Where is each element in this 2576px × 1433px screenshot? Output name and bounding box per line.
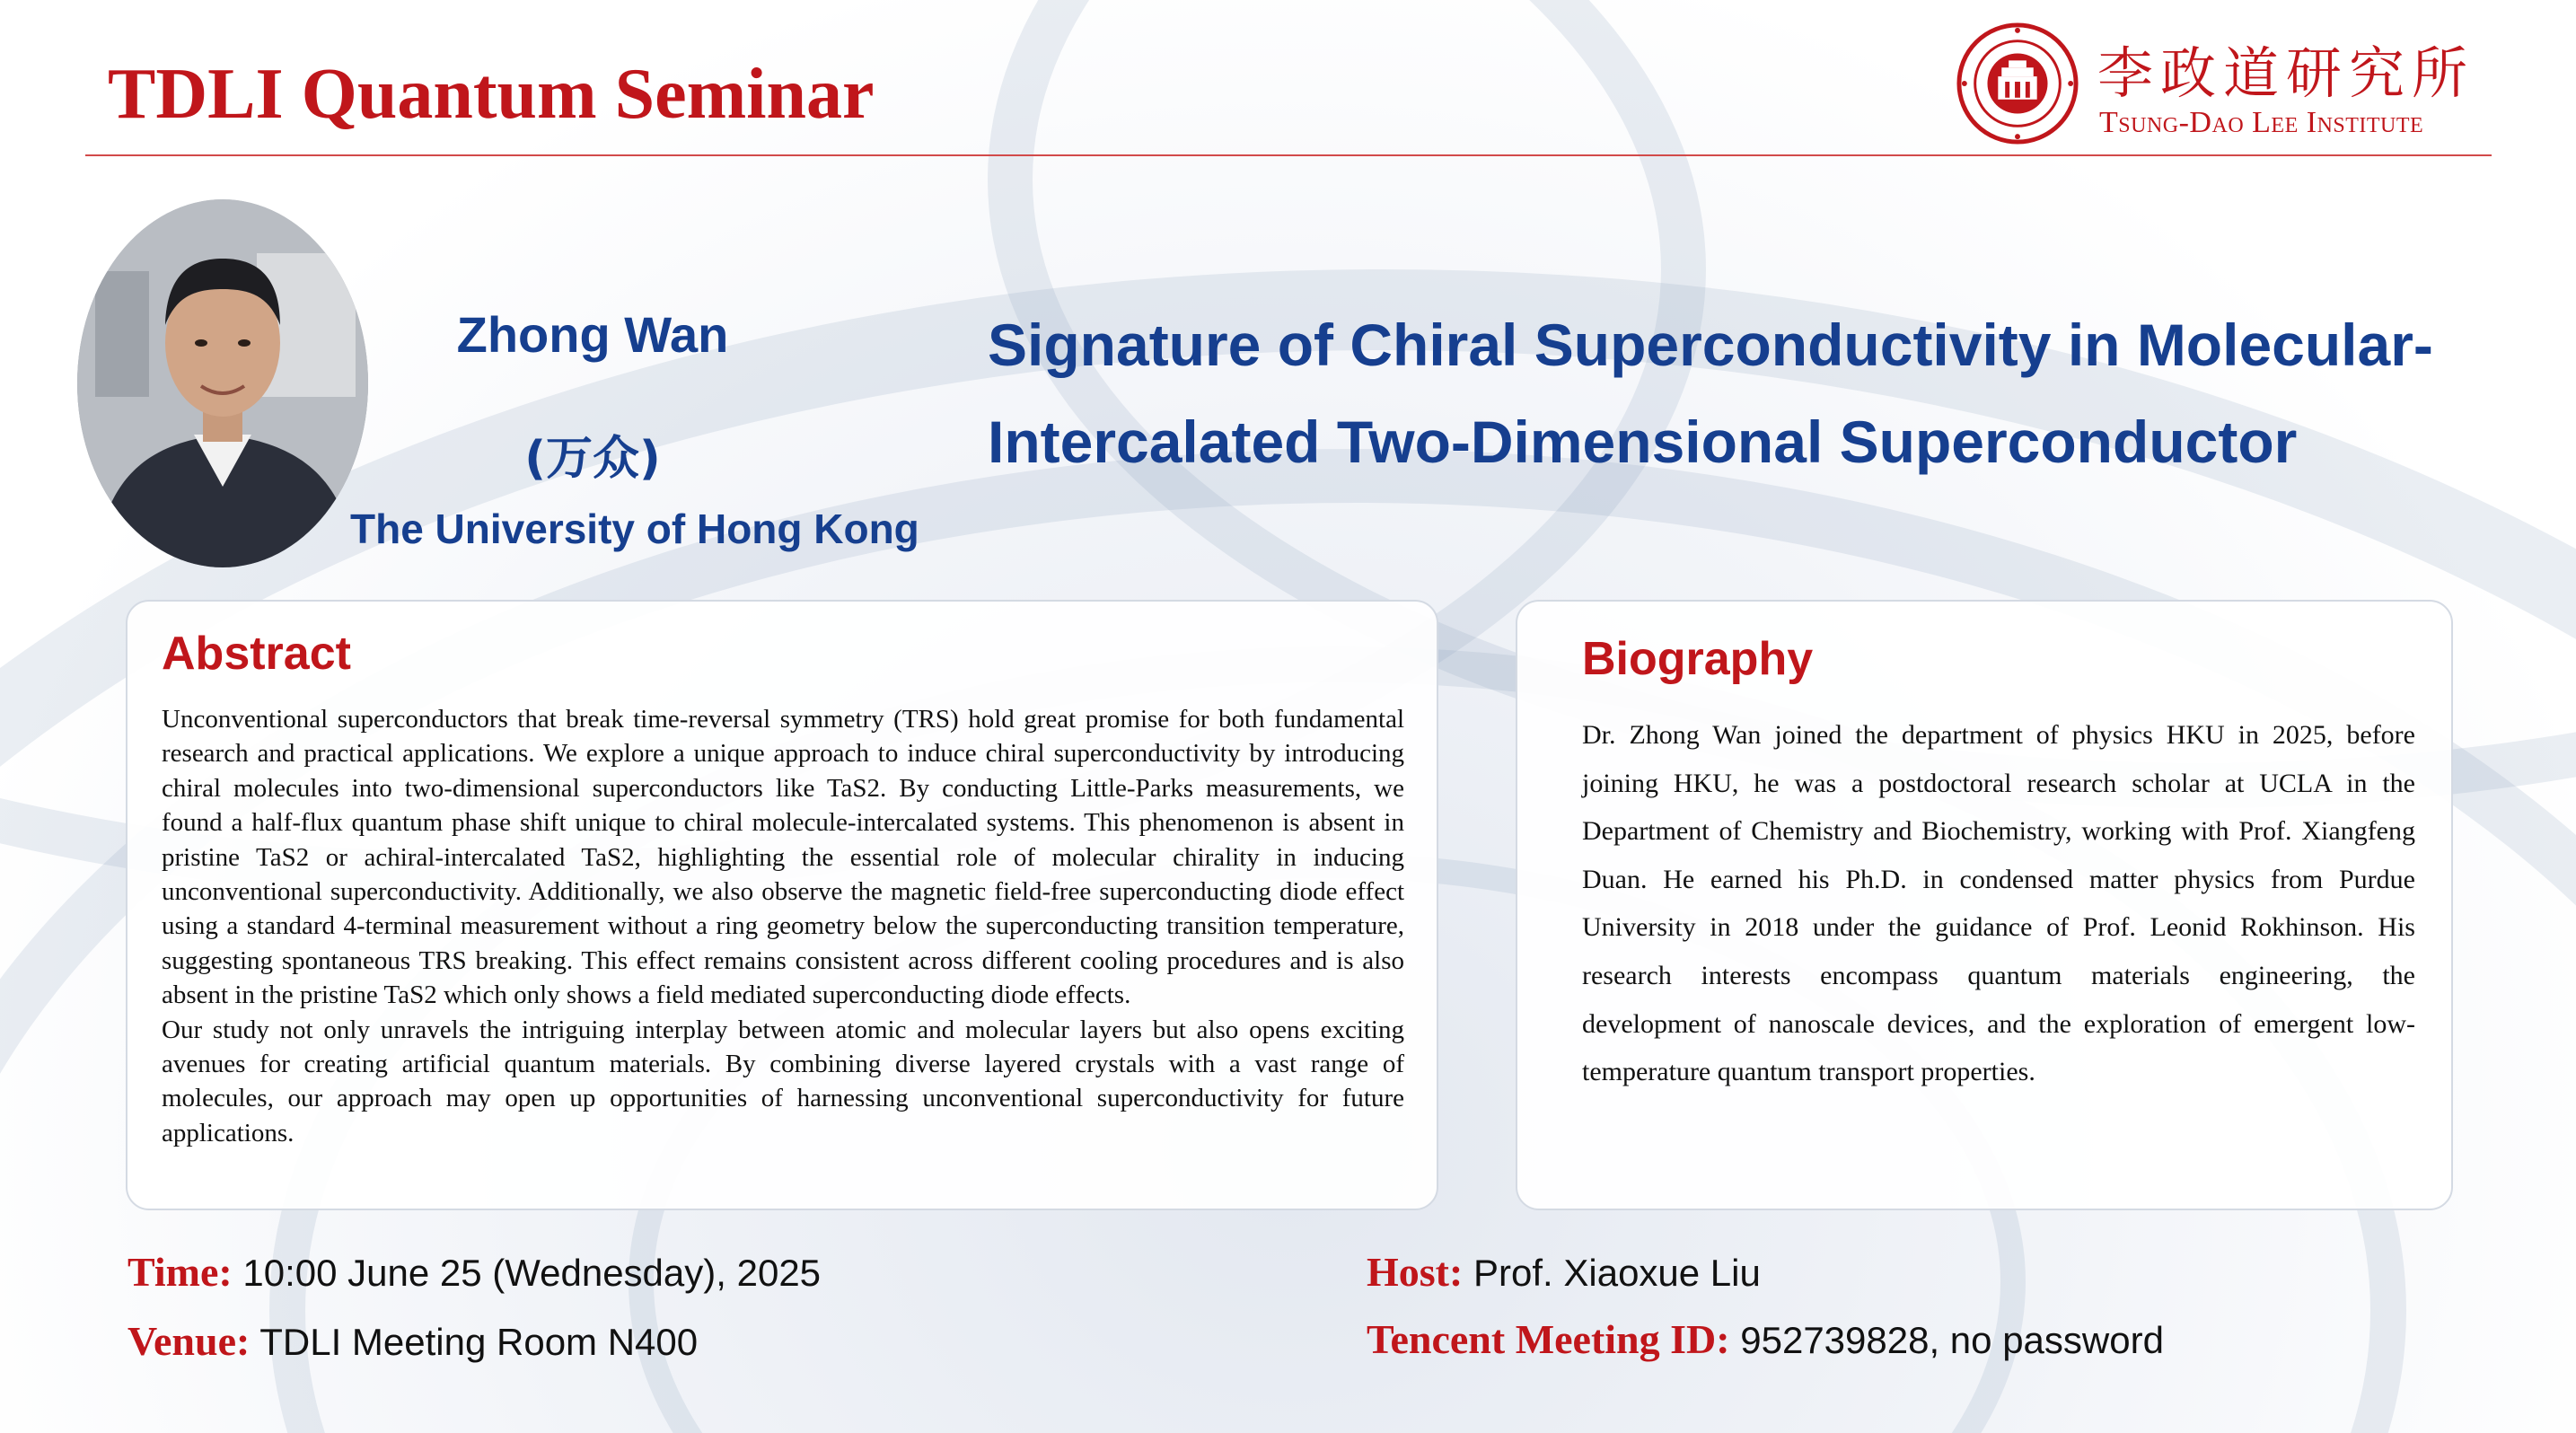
university-seal-icon	[1956, 22, 2079, 145]
time-value: 10:00 June 25 (Wednesday), 2025	[232, 1252, 822, 1294]
talk-title	[988, 296, 2532, 490]
speaker-affiliation: The University of Hong Kong	[350, 506, 919, 552]
host-label: Host:	[1367, 1249, 1464, 1295]
speaker-name-chinese: (万众)	[524, 432, 661, 486]
speaker-name: Zhong Wan	[456, 306, 729, 363]
time-label: Time:	[127, 1249, 233, 1295]
venue-label: Venue:	[127, 1318, 251, 1364]
meeting-value: 952739828, no password	[1729, 1319, 2164, 1361]
institute-name-english: Tsung-Dao Lee Institute	[2099, 106, 2424, 139]
meeting-label: Tencent Meeting ID:	[1367, 1316, 1730, 1362]
institute-name-chinese: 李政道研究所	[2097, 40, 2475, 106]
time-info	[127, 1248, 821, 1296]
abstract-paragraph-2: Our study not only unravels the intriguing interplay between atomic and molecular layers but also opens exciting avenues for creating artificial quantum materials. By combining diverse layered crystals with a vast range of molecules, our approach may open up opportunities of harnessing unconventional superconductivity for future applications.	[162, 1015, 1404, 1147]
host-info	[1367, 1248, 1761, 1296]
speaker-portrait-icon	[77, 199, 368, 567]
header-divider	[85, 154, 2492, 156]
institute-logo	[1956, 22, 2494, 147]
speaker-photo	[77, 199, 368, 567]
host-value: Prof. Xiaoxue Liu	[1463, 1252, 1761, 1294]
biography-body: Dr. Zhong Wan joined the department of physics HKU in 2025, before joining HKU, he was a postdoctoral research scholar at UCLA in the Department of Chemistry and Biochemistry, working with Prof. Xiangfeng Duan. He earned his Ph.D. in condensed matter physics from Purdue University in 2018 under the guidance of Prof. Leonid Rokhinson. His research interests encompass quantum materials engineering, the development of nanoscale devices, and the exploration of emergent low-temperature quantum transport properties.	[1582, 720, 2415, 1087]
venue-value: TDLI Meeting Room N400	[250, 1321, 699, 1363]
abstract-heading: Abstract	[162, 628, 351, 680]
abstract-card	[126, 600, 1438, 1210]
talk-title-line-1: Signature of Chiral Superconductivity in Molecular-	[988, 312, 2433, 378]
seminar-series-title: TDLI Quantum Seminar	[108, 55, 875, 134]
biography-heading: Biography	[1582, 633, 1814, 685]
venue-info	[127, 1317, 698, 1365]
biography-card	[1516, 600, 2453, 1210]
abstract-body	[162, 702, 1404, 1150]
talk-title-line-2: Intercalated Two-Dimensional Superconductor	[988, 409, 2298, 475]
meeting-info	[1367, 1315, 2164, 1363]
abstract-paragraph-1: Unconventional superconductors that break time-reversal symmetry (TRS) hold great promise for both fundamental research and practical applications. We explore a unique approach to induce chiral superconductivity by introducing chiral molecules into two-dimensional superconductors like TaS2. By conducting Little-Parks measurements, we found a half-flux quantum phase shift unique to chiral molecule-intercalated systems. This phenomenon is absent in pristine TaS2 or achiral-intercalated TaS2, highlighting the essential role of molecular chirality in inducing unconventional superconductivity. Additionally, we also observe the magnetic field-free superconducting diode effect using a standard 4-terminal measurement without a ring geometry below the superconducting transition temperature, suggesting spontaneous TRS breaking. This effect remains consistent across different cooling procedures and is also absent in the pristine TaS2 which only shows a field mediated superconducting diode effects.	[162, 705, 1404, 1010]
